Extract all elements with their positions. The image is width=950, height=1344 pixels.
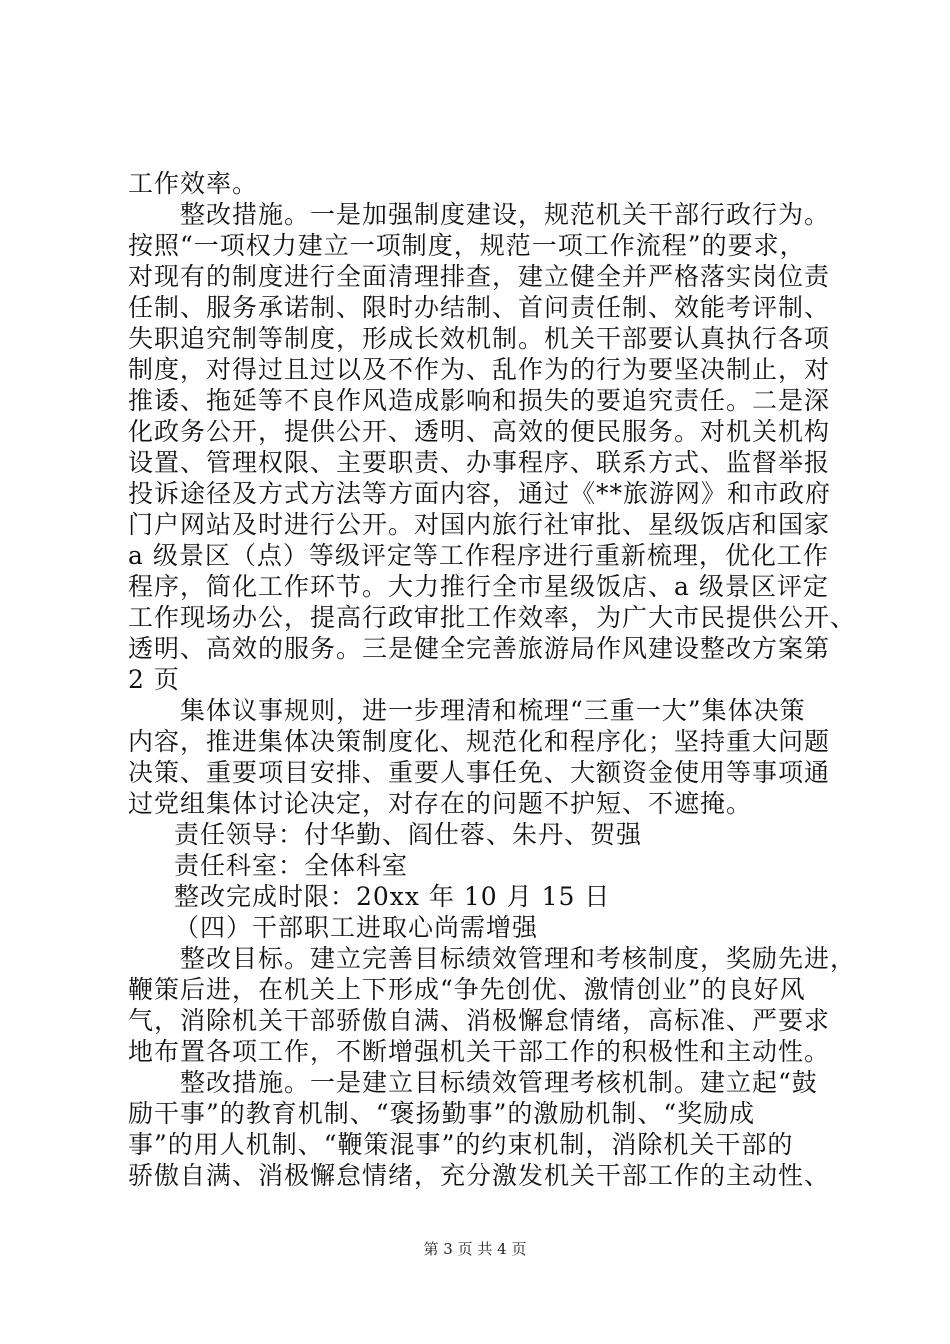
- text-line: 制度，对得过且过以及不作为、乱作为的行为要坚决制止，对: [128, 355, 831, 384]
- text-line: 整改措施。一是建立目标绩效管理考核机制。建立起“鼓: [180, 1068, 818, 1097]
- text-line: 任制、服务承诺制、限时办结制、首问责任制、效能考评制、: [128, 293, 831, 322]
- text-line: 内容，推进集体决策制度化、规范化和程序化；坚持重大问题: [128, 727, 831, 756]
- text-line: 责任领导：付华勤、阎仕蓉、朱丹、贺强: [174, 820, 643, 849]
- text-line: （四）干部职工进取心尚需增强: [174, 913, 539, 942]
- text-line: 责任科室：全体科室: [174, 851, 409, 880]
- document-body: [128, 168, 857, 1191]
- text-line: 励干事”的教育机制、“褒扬勤事”的激励机制、“奖励成: [128, 1099, 756, 1128]
- text-line: 过党组集体讨论决定，对存在的问题不护短、不遮掩。: [128, 789, 753, 818]
- text-line: 整改完成时限：20xx 年 10 月 15 日: [174, 882, 611, 911]
- text-line: 透明、高效的服务。三是健全完善旅游局作风建设整改方案第: [128, 634, 831, 663]
- text-line: 程序，简化工作环节。大力推行全市星级饭店、a 级景区评定: [128, 572, 829, 601]
- text-line: 地布置各项工作，不断增强机关干部工作的积极性和主动性。: [128, 1037, 831, 1066]
- text-line: 气，消除机关干部骄傲自满、消极懈怠情绪，高标准、严要求: [128, 1006, 831, 1035]
- text-line: 2 页: [128, 665, 180, 694]
- text-line: 集体议事规则，进一步理清和梳理“三重一大”集体决策: [180, 696, 806, 725]
- page-footer: [0, 1239, 950, 1259]
- text-line: 化政务公开，提供公开、透明、高效的便民服务。对机关机构: [128, 417, 831, 446]
- text-line: 对现有的制度进行全面清理排查，建立健全并严格落实岗位责: [128, 262, 831, 291]
- text-line: a 级景区（点）等级评定等工作程序进行重新梳理，优化工作: [128, 541, 829, 570]
- text-line: 决策、重要项目安排、重要人事任免、大额资金使用等事项通: [128, 758, 831, 787]
- text-line: 整改措施。一是加强制度建设，规范机关干部行政行为。: [180, 200, 831, 229]
- text-line: 推诿、拖延等不良作风造成影响和损失的要追究责任。二是深: [128, 386, 831, 415]
- text-line: 失职追究制等制度，形成长效机制。机关干部要认真执行各项: [128, 324, 831, 353]
- text-line: 投诉途径及方式方法等方面内容，通过《**旅游网》和市政府: [128, 479, 832, 508]
- text-line: 按照“一项权力建立一项制度，规范一项工作流程”的要求，: [128, 231, 806, 260]
- text-line: 工作效率。: [128, 169, 259, 198]
- text-line: 工作现场办公，提高行政审批工作效率，为广大市民提供公开、: [128, 603, 857, 632]
- text-line: 整改目标。建立完善目标绩效管理和考核制度，奖励先进，: [180, 944, 857, 973]
- text-line: 设置、管理权限、主要职责、办事程序、联系方式、监督举报: [128, 448, 831, 477]
- page-number-label: 第 3 页 共 4 页: [423, 1240, 527, 1258]
- text-line: 骄傲自满、消极懈怠情绪，充分激发机关干部工作的主动性、: [128, 1161, 831, 1190]
- text-line: 事”的用人机制、“鞭策混事”的约束机制，消除机关干部的: [128, 1130, 794, 1159]
- text-line: 门户网站及时进行公开。对国内旅行社审批、星级饭店和国家: [128, 510, 831, 539]
- text-line: 鞭策后进，在机关上下形成“争先创优、激情创业”的良好风: [128, 975, 806, 1004]
